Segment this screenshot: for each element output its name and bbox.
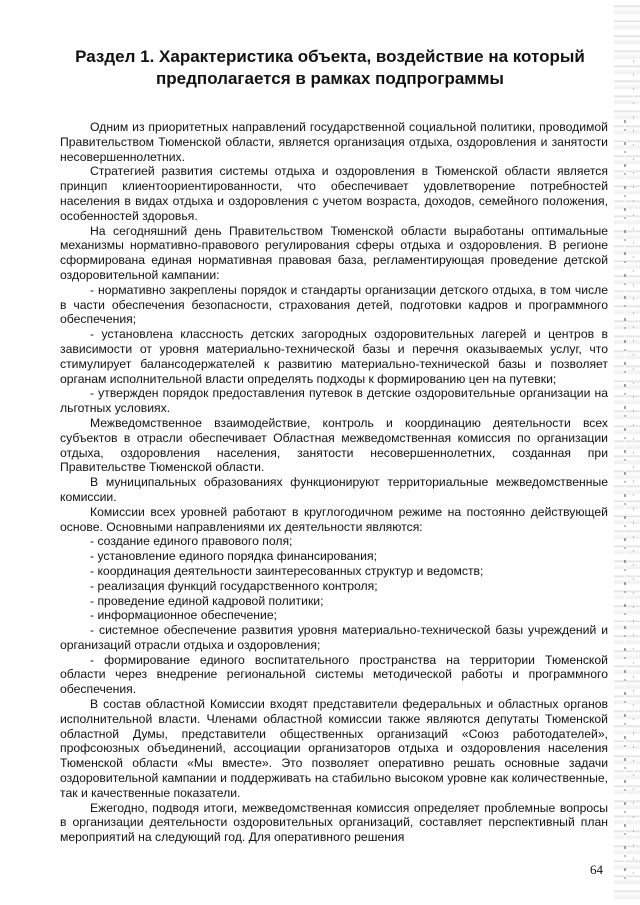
scan-edge-artifact [614,0,640,905]
paragraph-annual-review: Ежегодно, подводя итоги, межведомственная комиссия определяет проблемные вопросы в организации деятельности оздоровительных организаций, составляет перспективный план мероприятий на следующий год. Для оперативного решения [60,800,608,845]
scan-edge-line [633,60,634,880]
paragraph-strategy: Стратегией развития системы отдыха и оздоровления в Тюменской области является принцип клиентоориентированности, что обеспечивает удовлетворение потребностей населения в видах отдыха и оздоровления с учетом возраста, доходов, семейного положения, особенностей здоровья. [60,164,608,223]
list-item: - проведение единой кадровой политики; [90,593,324,608]
paragraph-intro: Одним из приоритетных направлений государственной социальной политики, проводимой Правительством Тюменской области, является организация отдыха, оздоровления и занятости несовершеннолетних. [60,120,608,164]
scan-edge-line [624,120,626,880]
list-item: - формирование единого воспитательного пространства на территории Тюменской области через внедрение региональной системы методической работы и программного обеспечения. [60,652,608,697]
page-number: 64 [590,862,603,877]
paragraph-commissions: Комиссии всех уровней работают в круглогодичном режиме на постоянно действующей основе. Основными направлениями их деятельности являются: [60,504,608,534]
list-item: - системное обеспечение развития уровня материально-технической базы учреждений и организаций отрасли отдыха и оздоровления; [60,623,608,652]
list-item: - установление единого порядка финансирования; [90,549,377,564]
list-item: - нормативно закреплены порядок и стандарты организации детского отдыха, в том числе в части обеспечения безопасности, страхования детей, подготовки кадров и программного обеспечения; [60,282,608,327]
list-item: - установлена классность детских загородных оздоровительных лагерей и центров в зависимости от уровня материально-технической базы и перечня оказываемых услуг, что стимулирует балансодержателей к развитию материально-технической базы и позволяет органам исполнительной власти определять подходы к формированию цен на путевки; [60,327,608,386]
paragraph-composition: В состав областной Комиссии входят представители федеральных и областных органов исполнительной власти. Членами областной комиссии также являются депутаты Тюменской областной Думы, представители общественных организаций «Союз работодателей», профсоюзных объединений, ассоциации организаторов отдыха и оздоровления населения Тюменской области «Мы вместе». Это позволяет оперативно решать основные задачи оздоровительной кампании и поддерживать на стабильно высоком уровне как количественные, так и качественные показатели. [60,697,608,800]
paragraph-regulation: На сегодняшний день Правительством Тюменской области выработаны оптимальные механизмы нормативно-правового регулирования сферы отдыха и оздоровления. В регионе сформирована единая нормативная правовая база, регламентирующая проведение детской оздоровительной кампании: [60,223,608,282]
list-item: - информационное обеспечение; [90,608,277,623]
paragraph-municipal: В муниципальных образованиях функционируют территориальные межведомственные комиссии. [60,475,608,504]
list-item: - координация деятельности заинтересованных структур и ведомств; [90,563,484,578]
section-body [60,120,608,845]
list-item: - реализация функций государственного контроля; [90,578,378,593]
section-title: Раздел 1. Характеристика объекта, воздействие на который предполагается в рамках подпрограммы [75,47,585,88]
list-item: - создание единого правового поля; [90,534,293,549]
list-item: - утвержден порядок предоставления путевок в детские оздоровительные организации на льготных условиях. [60,386,608,416]
paragraph-coordination: Межведомственное взаимодействие, контроль и координацию деятельности всех субъектов в отрасли обеспечивает Областная межведомственная комиссия по организации отдыха, оздоровления населения, занятости несовершеннолетних, созданная при Правительстве Тюменской области. [60,415,608,475]
